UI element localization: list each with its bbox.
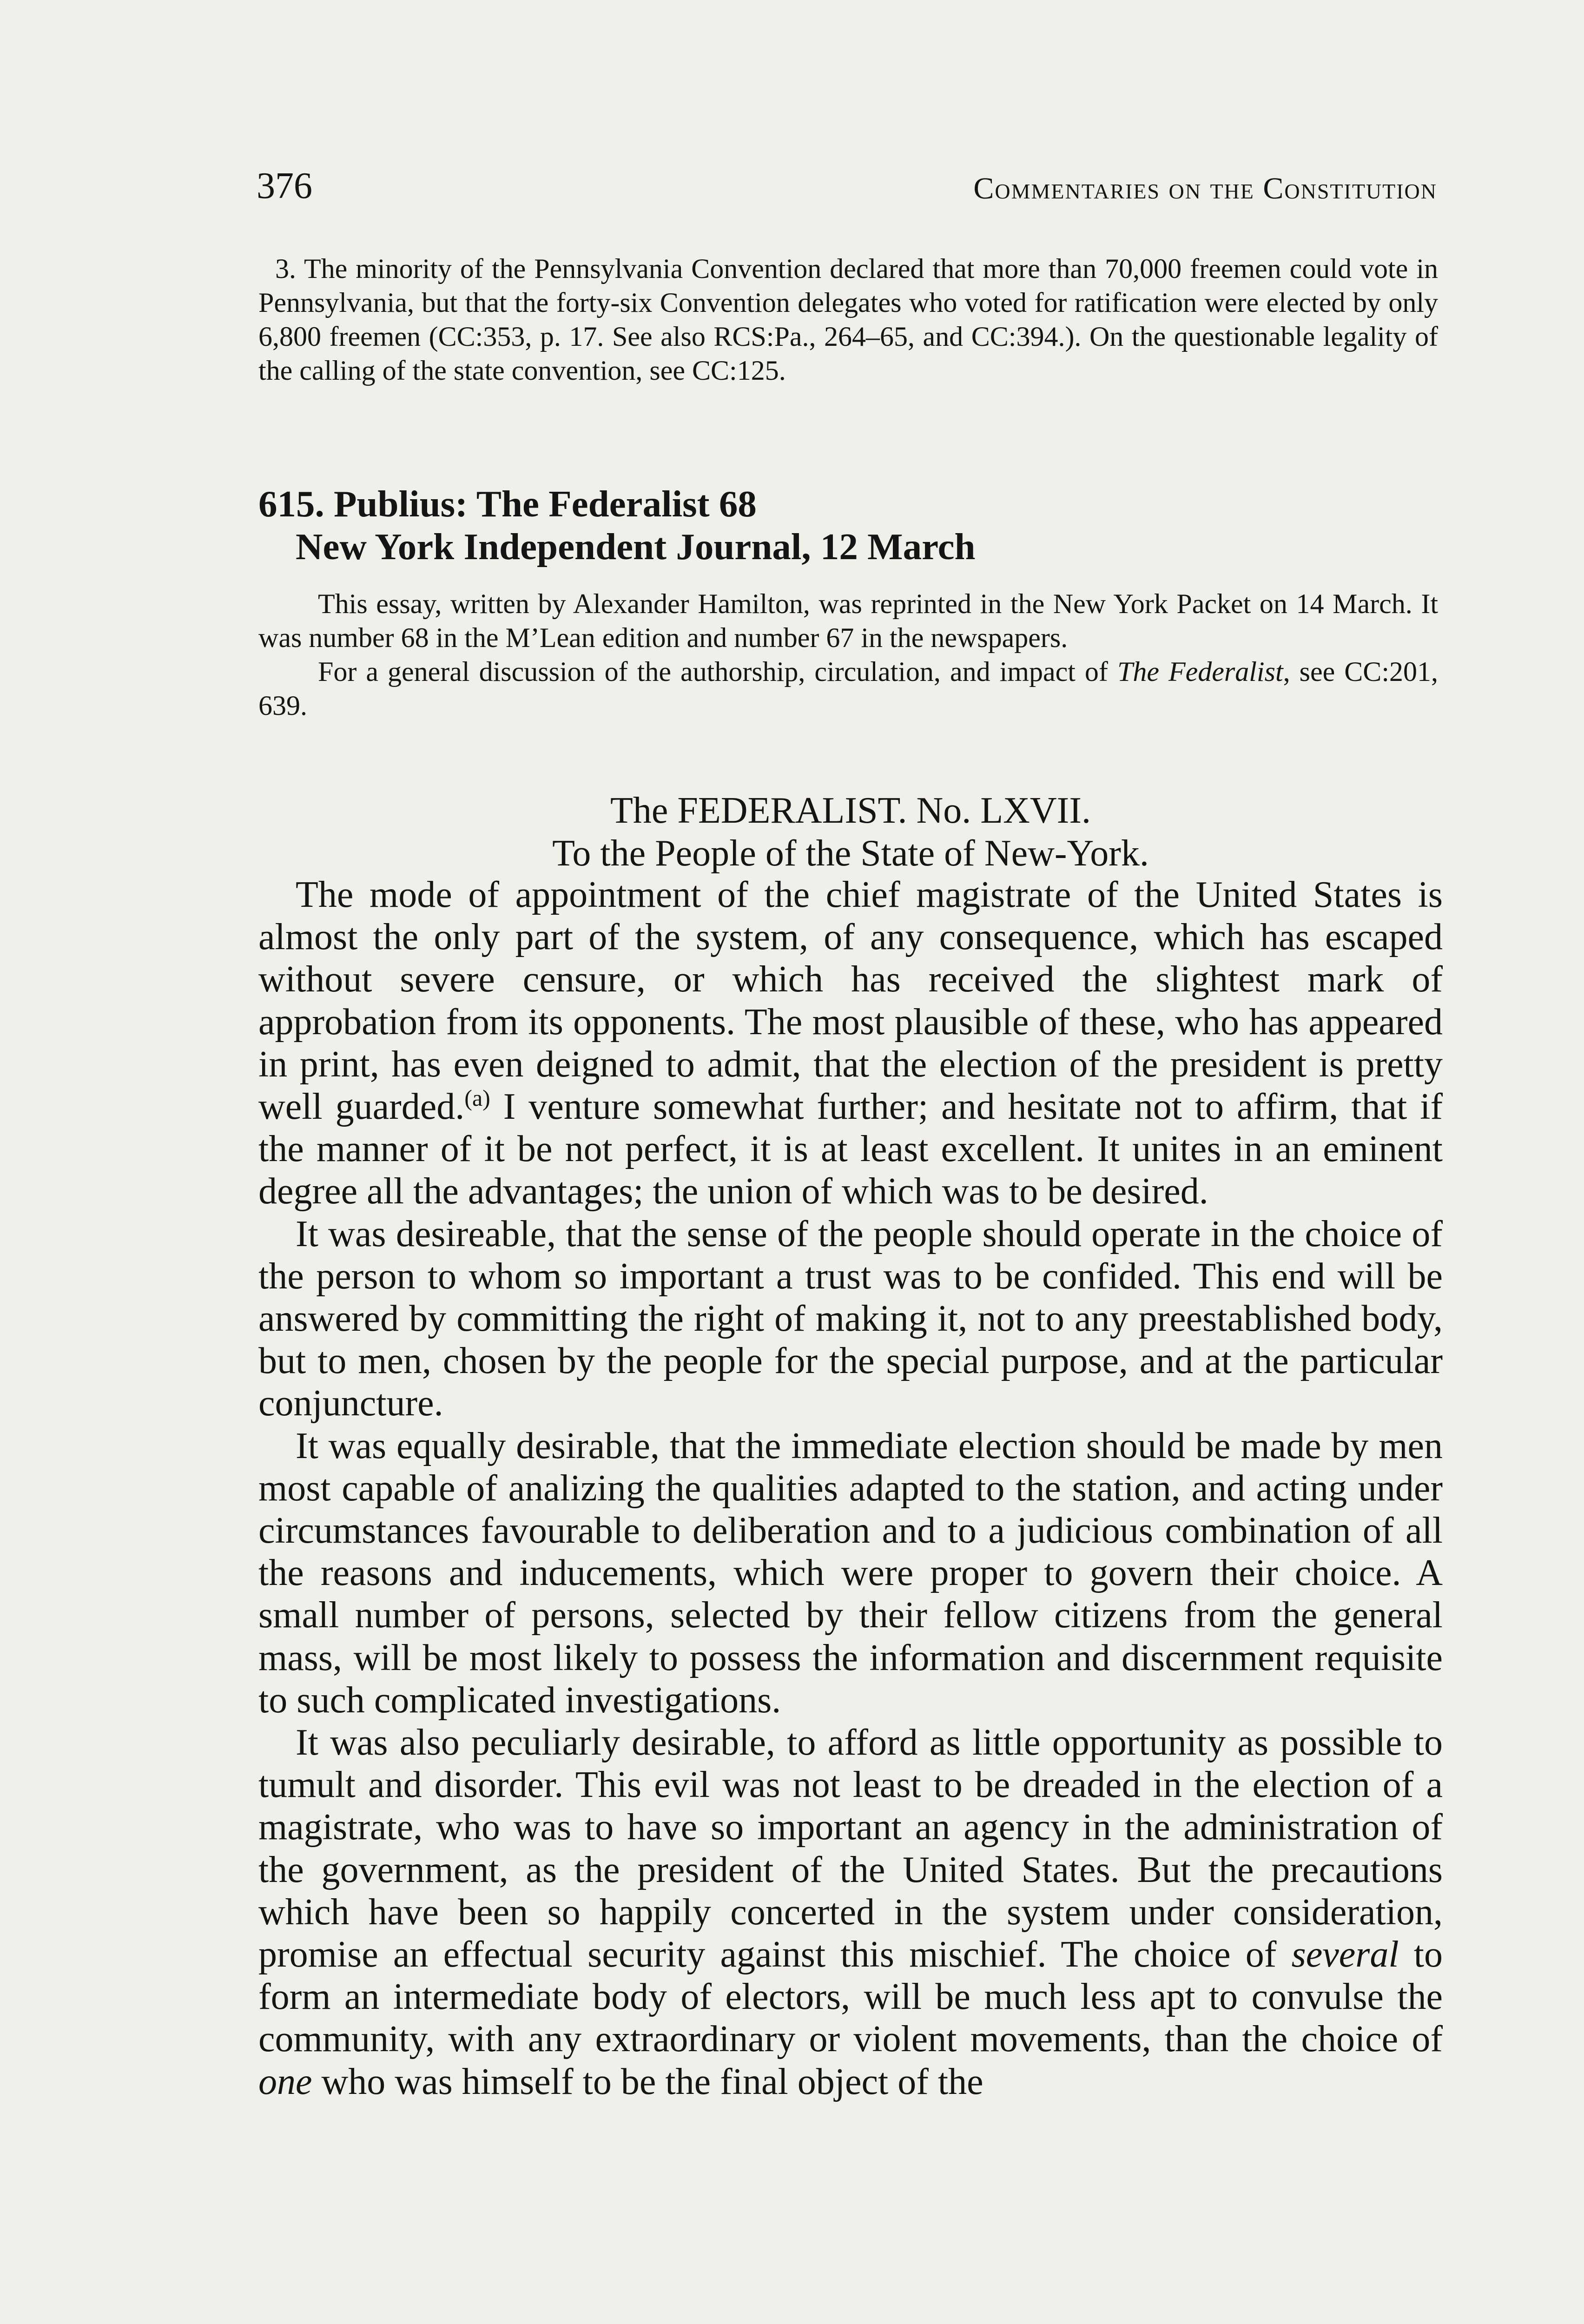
essay-paragraph-4 bbox=[258, 1722, 1443, 2103]
essay-p4-italic-one: one bbox=[258, 2061, 312, 2102]
footnote bbox=[258, 252, 1438, 388]
running-head bbox=[973, 171, 1437, 206]
essay-heading bbox=[258, 789, 1443, 875]
headnote-p2-end: , see CC:201, 639. bbox=[258, 656, 1438, 721]
essay-paragraph-1 bbox=[258, 874, 1443, 1213]
headnote-paragraph-2 bbox=[258, 655, 1438, 723]
essay-p4-italic-several: several bbox=[1291, 1934, 1399, 1975]
essay-p4-text-3: who was himself to be the final object of the bbox=[312, 2061, 983, 2102]
essay-body bbox=[258, 874, 1443, 2103]
essay-paragraph-2: It was desireable, that the sense of the people should operate in the choice of the person to whom so important a trust was to be confided. This end will be answered by committing the right of making it, not to any preestablished body, but to men, chosen by the people for the special purpose, and at the particular conjuncture. bbox=[258, 1213, 1443, 1424]
running-head-text: Commentaries on the Constitution bbox=[973, 172, 1437, 205]
headnote-p2-italic: The Federalist bbox=[1117, 656, 1283, 687]
document-heading bbox=[258, 482, 976, 568]
page-number: 376 bbox=[257, 165, 312, 206]
essay-p1-text: The mode of appointment of the chief magistrate of the United States is almost the only part of the system, of any consequence, which has escaped without severe censure, or which has received the slightest mark of approbation from its opponents. The most plausible of these, who has appeared in print, has even deigned to admit, that the election of the president is pretty well guarded. bbox=[258, 874, 1443, 1128]
essay-p4-text-2: to form an intermediate body of electors, will be much less apt to convulse the community, with any extraordinary or violent movements, than the choice of bbox=[258, 1934, 1443, 2060]
headnote-p2-text: For a general discussion of the authorship, circulation, and impact of bbox=[318, 656, 1117, 687]
essay-p1-end: I venture somewhat further; and hesitate not to affirm, that if the manner of it be not perfect, it is at least excellent. It unites in an eminent degree all the advantages; the union of which was to be desired. bbox=[258, 1086, 1443, 1212]
essay-p4-text: It was also peculiarly desirable, to afford as little opportunity as possible to tumult and disorder. This evil was not least to be dreaded in the election of a magistrate, who was to have so important an agency in the administration of the government, as the president of the United States. But the precautions which have been so happily concerted in the system under consideration, promise an effectual security against this mischief. The choice of bbox=[258, 1722, 1443, 1975]
essay-paragraph-3: It was equally desirable, that the immediate election should be made by men most capable of analizing the qualities adapted to the station, and acting under circumstances favourable to deliberation and to a judicious combination of all the reasons and inducements, which were proper to govern their choice. A small number of persons, selected by their fellow citizens from the general mass, will be most likely to possess the information and discernment requisite to such complicated investigations. bbox=[258, 1425, 1443, 1721]
footnote-3: 3. The minority of the Pennsylvania Convention declared that more than 70,000 freemen could vote in Pennsylvania, but that the forty-six Convention delegates who voted for ratification were elected by only 6,800 freemen (CC:353, p. 17. See also RCS:Pa., 264–65, and CC:394.). On the questionable legality of the calling of the state convention, see CC:125. bbox=[258, 253, 1438, 386]
headnote-paragraph-1: This essay, written by Alexander Hamilton, was reprinted in the New York Packet on 14 March. It was number 68 in the M’Lean edition and number 67 in the newspapers. bbox=[258, 588, 1438, 653]
essay-salutation: To the People of the State of New-York. bbox=[552, 833, 1149, 874]
document-source: New York Independent Journal, 12 March bbox=[296, 526, 976, 568]
note-marker-a: (a) bbox=[464, 1085, 490, 1111]
document-title: 615. Publius: The Federalist 68 bbox=[258, 483, 757, 525]
headnote bbox=[258, 587, 1438, 723]
essay-title: The FEDERALIST. No. LXVII. bbox=[610, 790, 1091, 831]
